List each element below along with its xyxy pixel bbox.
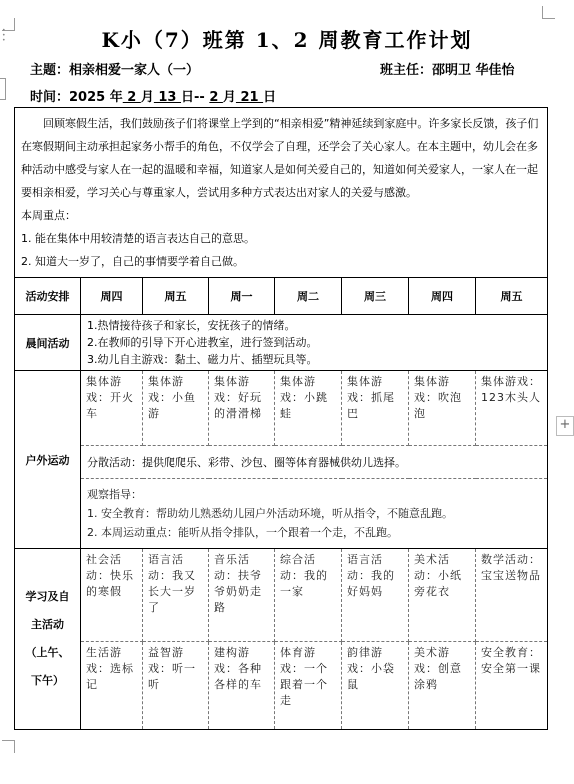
- outdoor-game-cell[interactable]: 集体游戏：123木头人: [476, 371, 548, 446]
- observe-title: 观察指导：: [87, 488, 142, 501]
- study-activity-cell[interactable]: 数学活动：宝宝送物品: [476, 549, 548, 642]
- outdoor-label: 户外运动: [15, 371, 81, 549]
- study-activity-cell[interactable]: 语言活动：我又长大一岁了: [143, 549, 209, 642]
- outdoor-distributed-cell[interactable]: 分散活动：提供爬爬乐、彩带、沙包、圈等体育器械供幼儿选择。: [81, 446, 548, 479]
- time-label: 时间：: [30, 90, 70, 105]
- study-label-line-1: 学习及自: [25, 590, 70, 603]
- teacher-value: 邵明卫 华佳怡: [432, 63, 515, 78]
- study-label-line-3: （上午、: [25, 646, 70, 659]
- teacher-line: [380, 59, 515, 78]
- outdoor-game-cell[interactable]: 集体游戏：吹泡泡: [409, 371, 476, 446]
- page-title: K小（7）班第 1、2 周教育工作计划: [101, 28, 473, 52]
- intro-cell[interactable]: [15, 108, 548, 278]
- day-header: 周四: [409, 278, 476, 315]
- time-end-char: 日: [263, 90, 277, 105]
- time-start-day: 13: [153, 90, 182, 105]
- crop-mark-bottom-left: [2, 740, 15, 753]
- schedule-header-label: 活动安排: [15, 278, 81, 315]
- intro-paragraph: 回顾寒假生活，我们鼓励孩子们将课堂上学到的“相亲相爱”精神延续到家庭中。许多家长反馈，孩子们在寒假期间主动承担起家务小帮手的角色，不仅学会了自理，还学会了关心家人。在本主题中，幼儿会在多种活动中感受与家人在一起的温暖和幸福，知道家人是如何关爱自己的，知道如何关爱家人，一家人在一起要相亲相爱，学习关心与尊重家人，尝试用多种方式表达出对家人的关爱与感激。: [21, 117, 539, 199]
- focus-item-1: 1. 能在集体中用较清楚的语言表达自己的意思。: [21, 232, 255, 245]
- time-month-char-2: 月: [222, 90, 236, 105]
- study-morning-row: [15, 549, 548, 642]
- focus-title: 本周重点：: [21, 209, 76, 222]
- plan-table: [14, 107, 548, 730]
- outdoor-game-cell[interactable]: 集体游戏：小跳蛙: [275, 371, 342, 446]
- study-game-cell[interactable]: 美术游戏：创意涂鸦: [409, 642, 476, 730]
- drag-handle-icon[interactable]: • • •: [2, 27, 6, 44]
- outdoor-game-cell[interactable]: 集体游戏：开火车: [81, 371, 143, 446]
- morning-label: 晨间活动: [15, 315, 81, 371]
- study-label-line-2: 主活动: [31, 618, 64, 631]
- time-separator: 日--: [181, 90, 210, 105]
- study-game-cell[interactable]: 生活游戏：选标记: [81, 642, 143, 730]
- study-activity-cell[interactable]: 社会活动：快乐的寒假: [81, 549, 143, 642]
- morning-line-2: 2.在教师的引导下开心进教室，进行签到活动。: [87, 336, 318, 349]
- morning-line-3: 3.幼儿自主游戏：黏土、磁力片、插塑玩具等。: [87, 353, 318, 366]
- study-game-cell[interactable]: 益智游戏：听一听: [143, 642, 209, 730]
- margin-marker: [0, 78, 6, 100]
- teacher-label: 班主任：: [380, 63, 433, 78]
- morning-line-1: 1.热情接待孩子和家长，安抚孩子的情绪。: [87, 319, 296, 332]
- add-column-button[interactable]: +: [556, 416, 574, 436]
- day-header: 周五: [143, 278, 209, 315]
- time-start-month: 2: [122, 90, 141, 105]
- observe-item-1: 1. 安全教育：帮助幼儿熟悉幼儿园户外活动环境，听从指令，不随意乱跑。: [87, 507, 453, 520]
- study-label: [15, 549, 81, 730]
- morning-row: [15, 315, 548, 371]
- outdoor-distributed-row: [15, 446, 548, 479]
- study-activity-cell[interactable]: 语言活动：我的好妈妈: [342, 549, 409, 642]
- time-end-month: 2: [209, 90, 223, 105]
- study-game-cell[interactable]: 建构游戏：各种各样的车: [209, 642, 275, 730]
- study-game-cell[interactable]: 安全教育：安全第一课: [476, 642, 548, 730]
- outdoor-game-cell[interactable]: 集体游戏：好玩的滑滑梯: [209, 371, 275, 446]
- focus-item-2: 2. 知道大一岁了，自己的事情要学着自己做。: [21, 255, 244, 268]
- day-header: 周三: [342, 278, 409, 315]
- theme-line: [30, 59, 199, 78]
- outdoor-games-row: [15, 371, 548, 446]
- theme-value: 相亲相爱一家人（一）: [69, 63, 200, 78]
- day-header: 周二: [275, 278, 342, 315]
- outdoor-game-cell[interactable]: 集体游戏：抓尾巴: [342, 371, 409, 446]
- time-end-day: 21: [235, 90, 264, 105]
- study-activity-cell[interactable]: 综合活动：我的一家: [275, 549, 342, 642]
- day-header: 周四: [81, 278, 143, 315]
- study-game-cell[interactable]: 韵律游戏：小袋鼠: [342, 642, 409, 730]
- study-label-line-4: 下午）: [31, 674, 64, 687]
- study-activity-cell[interactable]: 音乐活动：扶爷爷奶奶走路: [209, 549, 275, 642]
- time-line: [30, 86, 276, 105]
- theme-label: 主题：: [30, 63, 70, 78]
- intro-row: [15, 108, 548, 278]
- study-activity-cell[interactable]: 美术活动：小纸旁花衣: [409, 549, 476, 642]
- observe-item-2: 2. 本周运动重点：能听从指令排队，一个跟着一个走，不乱跑。: [87, 526, 398, 539]
- outdoor-game-cell[interactable]: 集体游戏：小鱼游: [143, 371, 209, 446]
- day-header: 周一: [209, 278, 275, 315]
- morning-cell[interactable]: [81, 315, 548, 371]
- day-header: 周五: [476, 278, 548, 315]
- outdoor-observe-cell[interactable]: [81, 479, 548, 549]
- study-game-cell[interactable]: 体育游戏：一个跟着一个走: [275, 642, 342, 730]
- outdoor-observe-row: [15, 479, 548, 549]
- schedule-header-row: [15, 278, 548, 315]
- crop-mark-top-right: [542, 6, 555, 19]
- time-year: 2025 年: [69, 90, 123, 105]
- time-month-char: 月: [140, 90, 154, 105]
- study-afternoon-row: [15, 642, 548, 730]
